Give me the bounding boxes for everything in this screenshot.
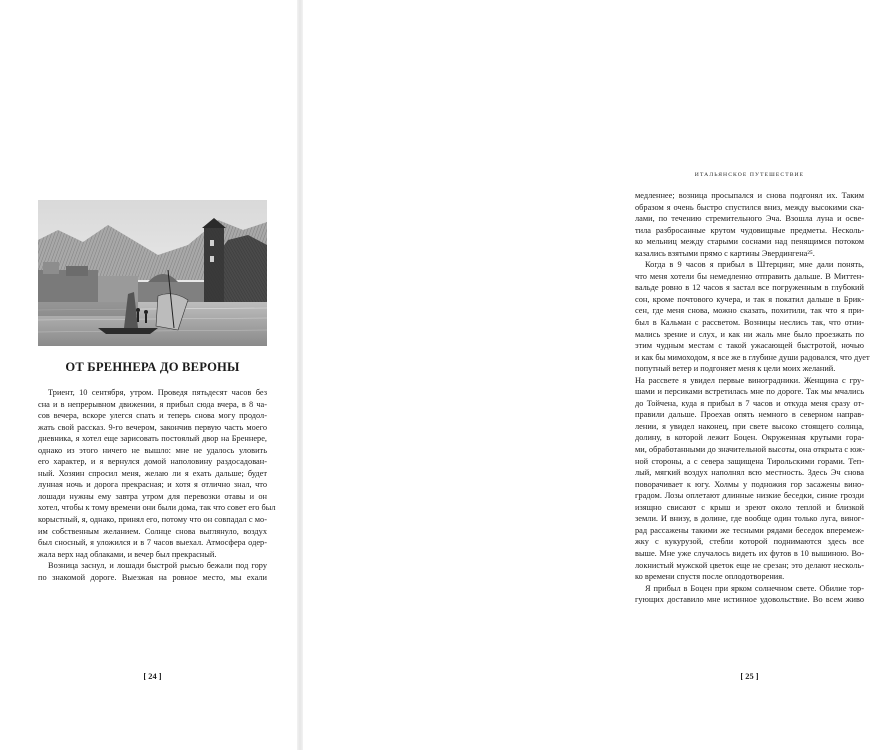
- page-number-left: [ 24 ]: [143, 672, 162, 681]
- text-line: выше. Мне уже случалось видеть их футов в 10 вышиною. Во-: [635, 548, 864, 558]
- text-line: медленнее; возница просыпался и снова подгонял их. Таким: [635, 191, 864, 200]
- text-line: им собственным желанием. Солнце снова выглянуло, воздух: [38, 526, 267, 536]
- text-line: вальде ровно в 12 часов я застал все погруженным в глубокий: [635, 283, 864, 293]
- text-line: его характер, и я вернулся домой наполовину раздосадован-: [38, 457, 267, 467]
- text-line: лами, по течению стремительного Эча. Взошла луна и осве-: [635, 214, 864, 224]
- page-number-right: [ 25 ]: [740, 672, 759, 681]
- text-line: ко времени спустя после оплодотворения.: [635, 572, 785, 582]
- left-page: [0, 0, 298, 750]
- text-line: сна и в непрерывном движении, я прибыл сюда вчера, в 8 ча-: [38, 399, 267, 409]
- text-line: жку с кукурузой, стебли которой поднимаются здесь все: [635, 537, 864, 547]
- left-page-text: [38, 387, 276, 583]
- right-page: [302, 0, 870, 750]
- text-line: лошади нужны ему завтра утром для перевозки отавы и он: [38, 491, 267, 501]
- text-line: ный. Хозяин спросил меня, желаю ли я ехать дальше; будет: [38, 468, 267, 478]
- text-line: хотел, чтобы к тому времени они были дома, так что совет его был: [38, 503, 276, 513]
- text-line: лении, я увидел наконец, при свете высоко стоящего солнца,: [635, 421, 864, 431]
- text-line: казались взятыми прямо с картины Эвердингена²⁵.: [635, 248, 815, 258]
- text-line: изящно свисают с крыш и зреют около теплой и близкой: [635, 502, 864, 512]
- text-line: Триент, 10 сентября, утром. Проведя пятьдесят часов без: [48, 388, 267, 397]
- text-line: этим чудным местам с такой ужасающей быстротой, ночью: [635, 341, 864, 351]
- text-line: земли. И внизу, в долине, где вообще один только луга, виног-: [635, 514, 864, 524]
- text-line: локнистый мужской цветок еще не срезан; это делают несколь-: [635, 560, 864, 570]
- text-line: до Тойчена, куда я прибыл в 7 часов и откуда меня сразу от-: [635, 398, 864, 408]
- text-line: Когда в 9 часов я прибыл в Штерцинг, мне дали понять,: [645, 260, 864, 270]
- right-page-text: [635, 190, 870, 606]
- text-line: жала верх над облаками, и вечер был прекрасный.: [38, 549, 217, 559]
- text-line: ко мельниц между старыми соснами над пенящимся потоком: [635, 237, 864, 247]
- text-line: лунная ночь и дорога прекрасная; и хотя я отлично знал, что: [38, 480, 267, 490]
- text-line: сен, где меня снова, можно сказать, похитили, так что я при-: [635, 306, 864, 316]
- text-line: мались зрение и слух, и как ни жаль мне было проезжать по: [635, 329, 864, 339]
- text-line: градом. Лозы оплетают длинные низкие беседки, синие грозди: [635, 491, 864, 501]
- text-line: дневника, я хотел еще зарисовать постоялый двор на Бреннере,: [38, 434, 267, 444]
- text-line: гующих доставило мне истинное удовольствие. Во всем живо: [635, 595, 864, 605]
- text-line: рад рассажены такими же тесными рядами беседок вперемеж-: [635, 525, 864, 535]
- text-line: образом я очень быстро спустился вниз, между высокими ска-: [635, 202, 864, 212]
- text-line: тила разбросанные крутом чудовищные предметы. Несколь-: [635, 225, 864, 235]
- text-line: что меня хотели бы немедленно отправить дальше. В Миттен-: [635, 271, 864, 281]
- text-line: На рассвете я увидел первые виноградники. Женщина с гру-: [635, 375, 864, 385]
- text-line: шами и персиками встретилась мне по дороге. Так мы мчались: [635, 387, 864, 397]
- text-line: жать свой рассказ. 9-го вечером, закончив первую часть моего: [38, 422, 267, 432]
- text-line: Я прибыл в Боцен при ярком солнечном свете. Обилие тор-: [645, 583, 864, 593]
- text-line: лый, мягкий воздух наполнял всю местность. Здесь Эч снова: [635, 468, 864, 478]
- text-line: однако из этого ничего не вышло: мне не удалось уловить: [38, 445, 267, 455]
- text-line: ми, обработанными до значительной высоты, она открыта с юж-: [635, 445, 865, 455]
- text-line: сон, кроме почтового кучера, и так я покатил дальше в Брик-: [635, 294, 864, 304]
- text-line: правили дальше. Проехав опять немного в северном направ-: [635, 410, 864, 420]
- text-line: Возница заснул, и лошади быстрой рысью бежали под гору: [48, 561, 267, 571]
- text-line: был в Кальман с рассветом. Возницы неслись так, что отни-: [635, 318, 864, 328]
- text-line: попутный ветер и подгоняет меня к цели моих желаний.: [635, 364, 836, 374]
- text-line: сов вечера, вскоре улегся спать и теперь снова могу продол-: [38, 411, 267, 421]
- text-line: поворачивает к югу. Холмы у подножия гор засажены вино-: [635, 479, 864, 489]
- text-line: и как бы мимоходом, я все же в глубине души радовался, что дует: [635, 352, 870, 362]
- running-head: ИТАЛЬЯНСКОЕ ПУТЕШЕСТВИЕ: [694, 172, 805, 178]
- text-line: по знакомой дороге. Выезжая на ровное место, мы ехали: [38, 572, 267, 582]
- engraving-illustration: [38, 200, 267, 346]
- text-line: ной стороны, а с севера защищена Тирольскими горами. Теп-: [635, 456, 864, 466]
- chapter-title: ОТ БРЕННЕРА ДО ВЕРОНЫ: [65, 360, 240, 374]
- text-line: долину, в которой лежит Боцен. Окруженная крутыми гора-: [635, 433, 864, 443]
- text-line: корыстный, я, однако, принял его, потому что он совпадал с мо-: [38, 515, 267, 525]
- text-line: был сносный, я уложился и в 7 часов выехал. Атмосфера одер-: [38, 538, 267, 548]
